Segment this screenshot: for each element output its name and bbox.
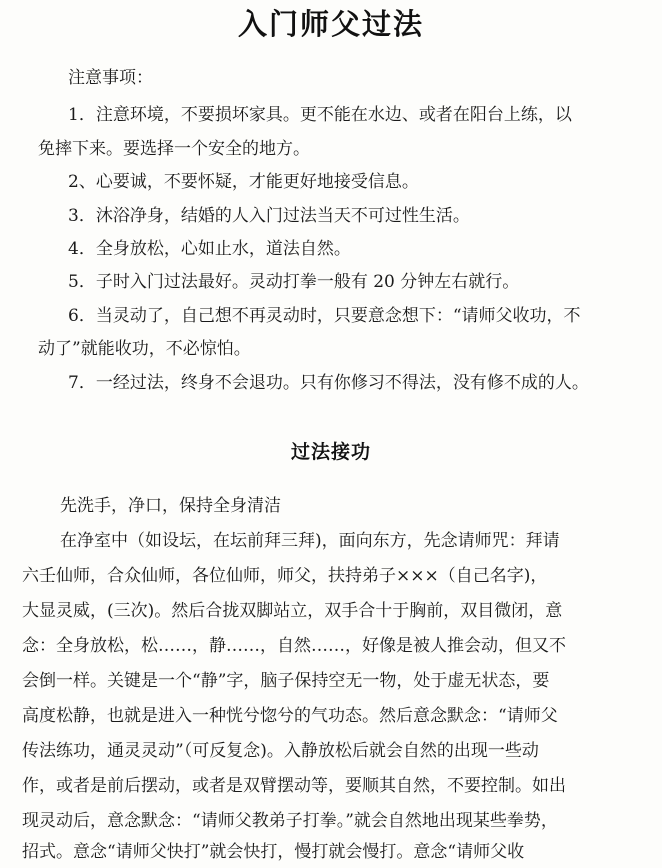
note-line: 免摔下来。要选择一个安全的地方。 [38,139,310,159]
body-line: 先洗手，净口，保持全身清洁 [60,496,281,516]
body-line: 高度松静，也就是进入一种恍兮惚兮的气功态。然后意念默念：“请师父 [22,706,558,726]
body-line: 念：全身放松，松……，静……，自然……，好像是被人推会动，但又不 [22,636,566,656]
body-line: 传法练功，通灵灵动”（可反复念)。入静放松后就会自然的出现一些动 [22,741,539,761]
page-title: 入门师父过法 [237,7,424,41]
note-line: 4．全身放松，心如止水，道法自然。 [68,239,351,259]
note-line: 1．注意环境，不要损坏家具。更不能在水边、或者在阳台上练，以 [68,105,572,125]
note-line: 5．子时入门过法最好。灵动打拳一般有 20 分钟左右就行。 [68,272,520,292]
note-line: 3．沐浴净身，结婚的人入门过法当天不可过性生活。 [68,206,470,226]
body-line: 作，或者是前后摆动，或者是双臂摆动等，要顺其自然，不要控制。如出 [22,776,566,796]
body-line: 现灵动后，意念默念：“请师父教弟子打拳。”就会自然地出现某些拳势， [22,811,558,831]
notes-heading: 注意事项： [68,68,153,88]
body-line: 在净室中（如设坛，在坛前拜三拜)，面向东方，先念请师咒：拜请 [60,531,560,551]
body-line: 招式。意念“请师父快打”就会快打，慢打就会慢打。意念“请师父收 [22,842,525,862]
note-line: 2、心要诚，不要怀疑，才能更好地接受信息。 [68,172,419,192]
body-line: 大显灵威，(三次)。然后合拢双脚站立，双手合十于胸前，双目微闭，意 [22,601,563,621]
note-line: 6．当灵动了，自己想不再灵动时，只要意念想下：“请师父收功，不 [68,306,581,326]
body-line: 会倒一样。关键是一个“静”字，脑子保持空无一物，处于虚无状态，要 [22,671,550,691]
section-heading: 过法接功 [290,441,371,463]
note-line: 动了”就能收功，不必惊怕。 [38,339,251,359]
note-line: 7．一经过法，终身不会退功。只有你修习不得法，没有修不成的人。 [68,373,589,393]
body-line: 六壬仙师，合众仙师，各位仙师，师父，扶持弟子×××（自己名字)， [22,566,548,586]
